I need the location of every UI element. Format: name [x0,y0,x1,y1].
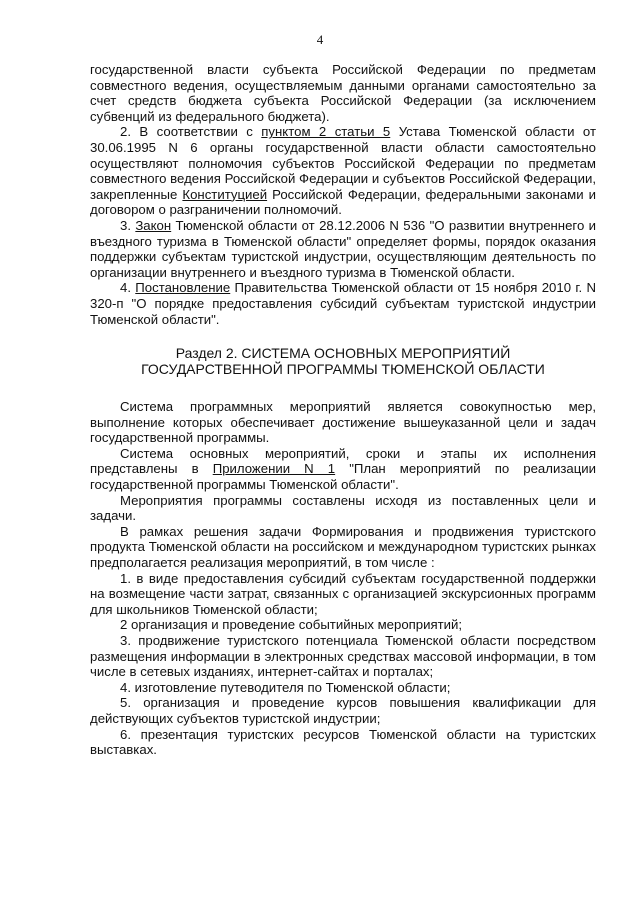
text-run: "План мероприятий по реализации государственной программы Тюменской области". [90,461,596,493]
document-body [90,62,596,758]
text-run: 4. [120,280,136,296]
text-run: 3. [120,217,136,233]
link-prilozhenie-1[interactable]: Приложении N 1 [212,461,336,477]
list-item: 1. в виде предоставления субсидий субъектам государственной поддержки на возмещение части затрат, связанных с организацией экскурсионных программ для школьников Тюменской области; [90,570,596,617]
text-run: Система основных мероприятий, сроки и этапы их исполнения представлены в [90,445,596,477]
list-item: 3. продвижение туристского потенциала Тюменской области посредством размещения информации в электронных средствах массовой информации, в том числе в сетевых изданиях, интернет-сайтах и порталах; [90,633,596,680]
link-postanovlenie[interactable]: Постановление [135,280,231,296]
paragraph-v-ramkah: В рамках решения задачи Формирования и продвижения туристского продукта Тюменской области на российском и международном туристских рынках предполагается реализация мероприятий, в том числе : [90,523,596,571]
list-item: 2 организация и проведение событийных мероприятий; [120,617,463,633]
list-item: 4. изготовление путеводителя по Тюменской области; [120,679,451,695]
paragraph-zakon [90,218,596,280]
paragraph-system: Система программных мероприятий является совокупностью мер, выполнение которых обеспечивает достижение вышеуказанной цели и задач государственной программы. [90,399,596,446]
page-number: 4 [316,32,324,47]
link-punkt-2-stati-5[interactable]: пунктом 2 статьи 5 [261,124,391,140]
text-run: Правительства Тюменской области от 15 ноября 2010 г. N 320-п "О порядке предоставления субсидий субъектам туристской индустрии Тюменской области". [90,280,596,327]
link-zakon[interactable]: Закон [135,217,172,233]
paragraph-continuation: государственной власти субъекта Российской Федерации по предметам совместного ведения, осуществляемым данными органами самостоятельно за счет средств бюджета субъекта Российской Федерации (за исключением субвенций из федерального бюджета). [90,62,596,124]
section-heading-line-2: ГОСУДАРСТВЕННОЙ ПРОГРАММЫ ТЮМЕНСКОЙ ОБЛАСТИ [141,361,545,378]
text-run: Тюменской области от 28.12.2006 N 536 "О развитии внутреннего и въездного туризма в Тюменской области" определяет формы, порядок оказания поддержки субъектам туристской индустрии, осуществляющим деятельность по организации внутреннего и въездного туризма в Тюменской области. [90,217,596,280]
paragraph-meropriyatiya: Мероприятия программы составлены исходя из поставленных цели и задачи. [90,492,596,524]
text-run: Российской Федерации, федеральными законами и договором о разграничении полномочий. [90,186,596,218]
paragraph-postanovlenie [90,280,596,327]
section-heading [90,345,596,377]
text-run: Устава Тюменской области от 30.06.1995 N 6 органы государственной власти области самостоятельно осуществляют полномочия субъектов Российской Федерации по предметам совместного ведения Российской Федерации и субъектов Российской Федерации, закрепленные [90,124,596,202]
section-heading-line-1: Раздел 2. СИСТЕМА ОСНОВНЫХ МЕРОПРИЯТИЙ [175,345,511,362]
text-run: 2. В соответствии с [120,124,262,140]
paragraph-prilozhenie [90,446,596,493]
list-item: 6. презентация туристских ресурсов Тюменской области на туристских выставках. [90,726,596,758]
paragraph-ustav [90,124,596,218]
link-konstitutsiya[interactable]: Конституцией [182,186,268,202]
list-item: 5. организация и проведение курсов повышения квалификации для действующих субъектов туристской индустрии; [90,695,596,726]
